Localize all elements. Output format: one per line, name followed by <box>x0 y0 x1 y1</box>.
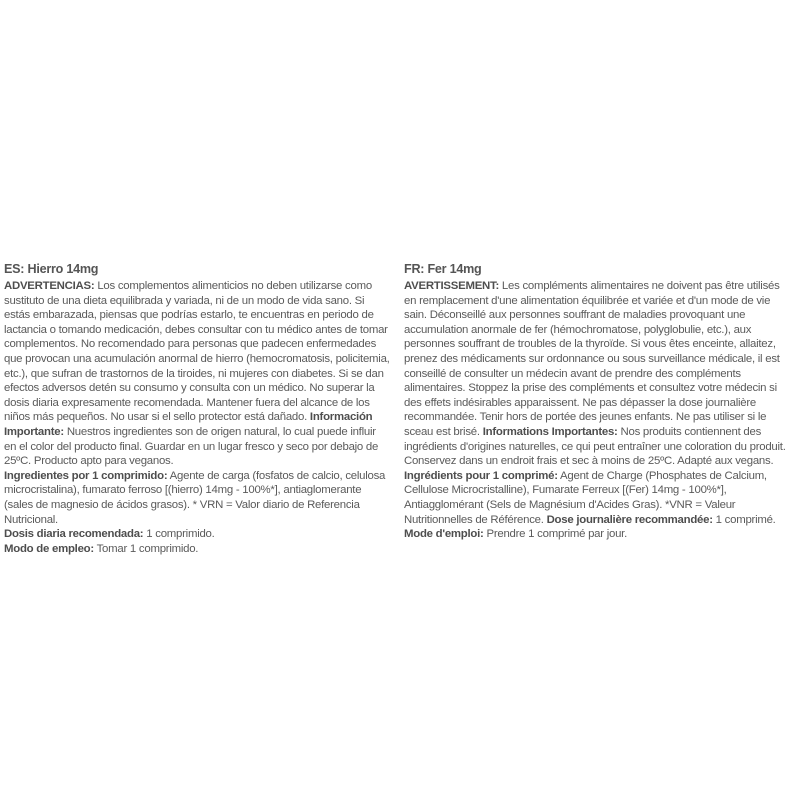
french-dose-label: Dose journalière recommandée: <box>546 513 713 526</box>
french-warnings-text: Les compléments alimentaires ne doivent pas être utilisés en remplacement d'une alimentation équilibrée et variée et d'un mode de vie sain. Déconseillé aux personnes souffrant de maladies provoquant une accumulation anormale de fer (hémochromatose, polyglobulie, etc.), aux personnes souffrant de troubles de la thyroïde. Si vous êtes enceinte, allaitez, prenez des médicaments sur ordonnance ou sous surveillance médicale, il est conseillé de consulter un médecin avant de prendre des compléments alimentaires. Stoppez la prise des compléments et consultez votre médecin si des effets indésirables apparaissent. Ne pas dépasser la dose journalière recommandée. Tenir hors de portée des jeunes enfants. Ne pas utiliser si le sceau est brisé. <box>404 280 780 438</box>
french-warnings-paragraph <box>404 279 786 469</box>
spanish-title: ES: Hierro 14mg <box>4 262 99 276</box>
spanish-ingredients-text: Agente de carga (fosfatos de calcio, celulosa microcristalina), fumarato ferroso [(hierro) 14mg - 100%*], antiaglomerante (sales de magnesio de ácidos grasos). * VRN = Valor diario de Referencia Nutricional. <box>4 469 386 526</box>
spanish-warnings-text: Los complementos alimenticios no deben utilizarse como sustituto de una dieta equilibrada y variada, ni de un modo de vida sano. Si estás embarazada, piensas que podrías estarlo, te encuentras en periodo de lactancia o tomando medicación, debes consultar con tu médico antes de tomar complementos. No recomendado para personas que padecen enfermedades que provocan una acumulación anormal de hierro (hemocromatosis, policitemia, etc.), que sufran de trastornos de la tiroides, ni mujeres con diabetes. Si se dan efectos adversos detén su consumo y consulta con un médico. No superar la dosis diaria expresamente recomendada. Mantener fuera del alcance de los niños más pequeños. No usar si el sello protector está dañado. <box>4 280 390 424</box>
french-usage-paragraph <box>404 527 786 542</box>
spanish-warnings-label: ADVERTENCIAS: <box>4 280 95 292</box>
french-ingredients-paragraph <box>404 469 786 527</box>
french-warnings-label: AVERTISSEMENT: <box>404 280 500 292</box>
spanish-usage-text: Tomar 1 comprimido. <box>93 542 199 555</box>
french-usage-label: Mode d'emploi: <box>404 528 484 541</box>
spanish-dose-paragraph <box>4 527 390 542</box>
french-title: FR: Fer 14mg <box>404 262 482 276</box>
spanish-important-label: Información Importante: <box>4 411 373 438</box>
spanish-column <box>4 262 390 556</box>
spanish-ingredients-label: Ingredientes por 1 comprimido: <box>4 469 168 482</box>
french-ingredients-text: Agent de Charge (Phosphates de Calcium, Cellulose Microcristalline), Fumarate Ferreux [(Fer) 14mg - 100%*], Antiagglomérant (Sels de Magnésium d'Acides Gras). *VNR = Valeur Nutritionnelles de Référence. <box>404 469 767 526</box>
spanish-usage-paragraph <box>4 542 390 557</box>
french-dose-text: 1 comprimé. <box>712 513 776 526</box>
spanish-dose-label: Dosis diaria recomendada: <box>4 528 144 541</box>
french-important-label: Informations Importantes: <box>482 425 618 438</box>
french-ingredients-label: Ingrédients pour 1 comprimé: <box>404 469 558 482</box>
french-usage-text: Prendre 1 comprimé par jour. <box>483 528 628 541</box>
spanish-ingredients-paragraph <box>4 469 390 527</box>
spanish-warnings-paragraph <box>4 279 390 469</box>
spanish-usage-label: Modo de empleo: <box>4 542 94 555</box>
french-column <box>404 262 786 542</box>
french-important-text: Nos produits contiennent des ingrédients d'origines naturelles, ce qui peut entraîner une coloration du produit. Conservez dans un endroit frais et sec à moins de 25ºC. Adapté aux vegans. <box>404 425 786 468</box>
spanish-dose-text: 1 comprimido. <box>143 528 215 541</box>
spanish-important-text: Nuestros ingredientes son de origen natural, lo cual puede influir en el color del producto final. Guardar en un lugar fresco y seco por debajo de 25ºC. Producto apto para veganos. <box>4 425 379 468</box>
